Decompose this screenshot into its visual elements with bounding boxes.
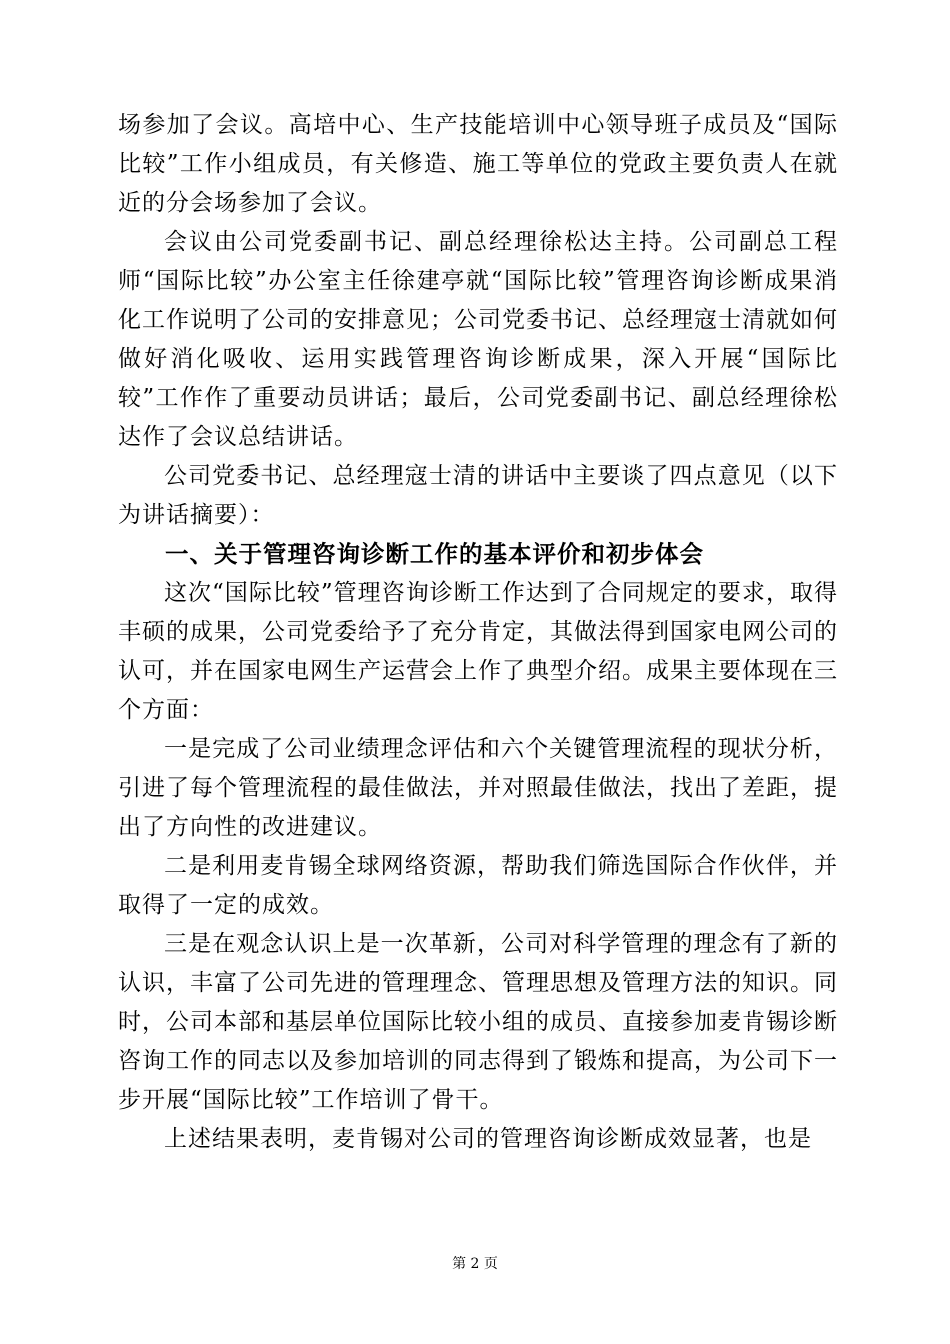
- section-heading: 一、关于管理咨询诊断工作的基本评价和初步体会: [165, 540, 704, 568]
- page-number: 第 2 页: [452, 1256, 498, 1272]
- paragraph-attendees: 场参加了会议。高培中心、生产技能培训中心领导班子成员及“国际比较”工作小组成员，有关修造、施工等单位的党政主要负责人在就近的分会场参加了会议。: [118, 112, 838, 216]
- paragraph-results-summary: 这次“国际比较”管理咨询诊断工作达到了合同规定的要求，取得丰硕的成果，公司党委给予了充分肯定，其做法得到国家电网公司的认可，并在国家电网生产运营会上作了典型介绍。成果主要体现在三个方面：: [118, 580, 838, 723]
- paragraph-result-one: 一是完成了公司业绩理念评估和六个关键管理流程的现状分析，引进了每个管理流程的最佳做法，并对照最佳做法，找出了差距，提出了方向性的改进建议。: [118, 736, 838, 840]
- paragraph-result-two: 二是利用麦肯锡全球网络资源，帮助我们筛选国际合作伙伴，并取得了一定的成效。: [118, 853, 838, 918]
- document-body: [118, 106, 838, 1159]
- paragraph-meeting-host: 会议由公司党委副书记、副总经理徐松达主持。公司副总工程师“国际比较”办公室主任徐建亭就“国际比较”管理咨询诊断成果消化工作说明了公司的安排意见；公司党委书记、总经理寇士清就如何做好消化吸收、运用实践管理咨询诊断成果，深入开展“国际比较”工作作了重要动员讲话；最后，公司党委副书记、副总经理徐松达作了会议总结讲话。: [118, 229, 838, 450]
- paragraph-speech-intro: 公司党委书记、总经理寇士清的讲话中主要谈了四点意见（以下为讲话摘要）：: [118, 463, 838, 528]
- paragraph-conclusion: 上述结果表明，麦肯锡对公司的管理咨询诊断成效显著，也是: [164, 1126, 812, 1152]
- paragraph-result-three: 三是在观念认识上是一次革新，公司对科学管理的理念有了新的认识，丰富了公司先进的管理理念、管理思想及管理方法的知识。同时，公司本部和基层单位国际比较小组的成员、直接参加麦肯锡诊断咨询工作的同志以及参加培训的同志得到了锻炼和提高，为公司下一步开展“国际比较”工作培训了骨干。: [118, 931, 838, 1113]
